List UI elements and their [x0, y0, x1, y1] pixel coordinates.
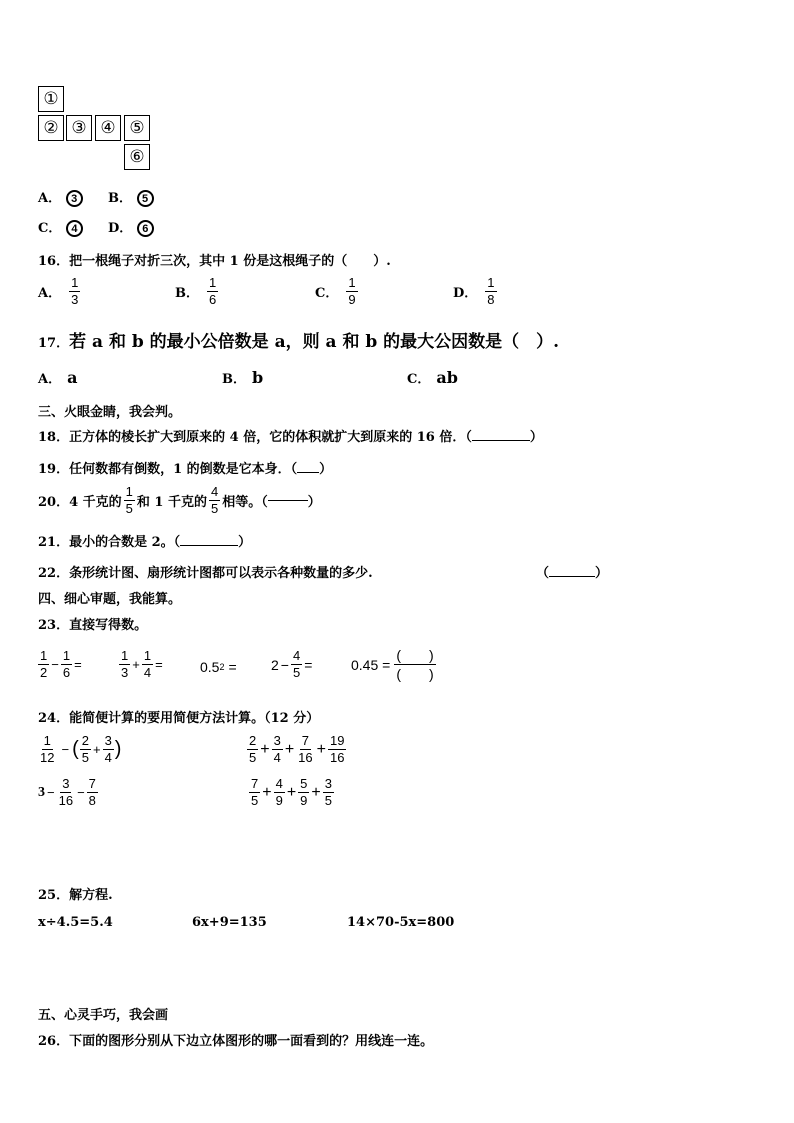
fraction: $\frac{1}{2}$ [40, 648, 48, 680]
answer-fraction-blank[interactable]: $\frac{( )}{( )}$ [396, 647, 434, 682]
net-cell-2: ② [38, 115, 64, 141]
q16-option-b[interactable] [175, 275, 218, 308]
question-text: 能简便计算的要用简便方法计算。（12 分） [69, 711, 320, 726]
question-text: 正方体的棱长扩大到原来的 4 倍，它的体积就扩大到原来的 16 倍．（ [69, 430, 472, 445]
fraction: $\frac{3}{5}$ [324, 776, 332, 808]
fraction: $\frac{3}{4}$ [104, 733, 112, 765]
whole-number: 3 [38, 784, 45, 800]
fraction-1: $\frac{1}{5}$ [125, 484, 133, 516]
left-paren: ( [72, 738, 79, 760]
option-value: 6 [137, 220, 154, 237]
net-cell-1: ① [38, 86, 64, 112]
close-paren: ） [595, 566, 609, 581]
option-letter: D． [453, 286, 478, 301]
q25-equation-3: 14×70-5x=800 [347, 915, 455, 930]
option-fraction: $\frac{1}{8}$ [487, 275, 495, 307]
fraction: $\frac{3}{4}$ [273, 733, 281, 765]
question-number: 21． [38, 535, 70, 550]
option-value: b [252, 368, 264, 387]
answer-blank[interactable] [268, 500, 308, 501]
option-letter: C． [315, 286, 339, 301]
question-text: 任何数都有倒数，1 的倒数是它本身．（ [69, 462, 298, 477]
q25-stem [38, 884, 113, 903]
operator: − [77, 785, 85, 800]
whole-number: 2 [271, 656, 279, 673]
option-value: 5 [137, 190, 154, 207]
question-number: 23． [38, 618, 70, 633]
close-paren: ） [307, 495, 321, 510]
fraction: $\frac{2}{5}$ [249, 733, 257, 765]
fraction: $\frac{2}{5}$ [81, 733, 89, 765]
question-number: 16． [38, 254, 70, 269]
equals-sign: = [155, 657, 163, 672]
equals-sign: = [74, 657, 82, 672]
right-paren: ) [114, 738, 122, 760]
question-number: 19． [38, 462, 70, 477]
q21 [38, 531, 251, 550]
operator: + [132, 657, 140, 672]
operator: + [92, 742, 101, 757]
operator: + [262, 783, 272, 801]
option-letter: C． [38, 221, 62, 236]
option-letter: B． [222, 372, 246, 387]
fraction: $\frac{1}{12}$ [40, 733, 55, 765]
question-text: 条形统计图、扇形统计图都可以表示各种数量的多少. [69, 566, 373, 581]
q18 [38, 426, 543, 445]
fraction: $\frac{5}{9}$ [300, 776, 308, 808]
q16-option-a[interactable] [38, 275, 80, 308]
question-text: 最小的合数是 2。（ [69, 535, 181, 550]
question-number: 20． [38, 495, 70, 510]
q20 [38, 484, 321, 517]
fraction: $\frac{7}{16}$ [298, 733, 313, 765]
net-cell-4: ④ [95, 115, 121, 141]
q25-equation-2: 6x+9=135 [192, 915, 267, 930]
fraction: $\frac{7}{8}$ [88, 776, 96, 808]
q23-expr-5 [351, 646, 436, 683]
option-letter: A． [38, 372, 62, 387]
exponent: 2 [219, 662, 225, 672]
q22-answer [536, 562, 608, 581]
q15-option-d[interactable] [108, 217, 154, 237]
option-letter: A． [38, 286, 62, 301]
q23-stem [38, 614, 147, 633]
question-text: 下面的图形分别从下边立体图形的哪一面看到的？用线连一连。 [69, 1034, 434, 1049]
fraction: $\frac{4}{9}$ [275, 776, 283, 808]
open-paren: （ [536, 566, 550, 581]
answer-blank[interactable] [549, 576, 595, 577]
q23-expr-4 [271, 648, 314, 681]
fraction: $\frac{1}{3}$ [121, 648, 129, 680]
fraction: $\frac{1}{4}$ [143, 648, 152, 680]
operator: + [260, 740, 270, 758]
net-cell-3: ③ [66, 115, 92, 141]
fraction: $\frac{19}{16}$ [329, 733, 345, 765]
option-fraction: $\frac{1}{6}$ [209, 275, 217, 307]
option-value: a [67, 368, 78, 387]
q15-option-a[interactable] [38, 187, 83, 207]
fraction-2: $\frac{4}{5}$ [211, 484, 219, 516]
q16-stem [38, 250, 391, 269]
option-fraction: $\frac{1}{3}$ [71, 275, 79, 307]
option-letter: B． [108, 191, 132, 206]
q23-expr-3 [200, 659, 239, 675]
q25-equation-1: x÷4.5=5.4 [38, 915, 113, 930]
base: 0.5 [200, 659, 220, 675]
question-text-a: 4 千克的 [69, 495, 122, 510]
question-number: 24． [38, 711, 70, 726]
question-number: 18． [38, 430, 70, 445]
q24-expr-4 [249, 776, 334, 809]
question-text: 若 a 和 b 的最小公倍数是 a，则 a 和 b 的最大公因数是（ ）. [69, 332, 560, 352]
q22 [38, 562, 373, 581]
q23-expr-1 [38, 648, 84, 681]
q19 [38, 458, 332, 477]
operator: + [311, 783, 321, 801]
operator: + [316, 740, 326, 758]
question-text-b: 和 1 千克的 [136, 495, 208, 510]
option-letter: C． [407, 372, 431, 387]
option-letter: D． [108, 221, 133, 236]
operator: − [47, 785, 55, 800]
question-number: 25． [38, 888, 70, 903]
operator: − [61, 742, 70, 757]
q16-option-d[interactable] [453, 275, 497, 308]
question-text: 直接写得数。 [69, 618, 148, 633]
close-paren: ） [529, 430, 543, 445]
question-text-c: 相等。（ [222, 495, 268, 510]
q17-stem [38, 327, 559, 352]
fraction: $\frac{1}{6}$ [62, 648, 71, 680]
answer-blank[interactable] [472, 440, 530, 441]
question-number: 26． [38, 1034, 70, 1049]
option-value: 4 [66, 220, 83, 237]
operator: + [284, 740, 295, 758]
q24-stem [38, 707, 319, 726]
section-5-heading: 五、心灵手巧，我会画 [38, 1008, 169, 1023]
option-fraction: $\frac{1}{9}$ [348, 275, 356, 307]
answer-blank[interactable] [297, 472, 319, 473]
fraction: $\frac{7}{5}$ [251, 776, 259, 808]
q24-expr-2 [247, 733, 346, 766]
option-letter: A． [38, 191, 62, 206]
q16-option-c[interactable] [315, 275, 358, 308]
option-letter: B． [175, 286, 199, 301]
close-paren: ） [319, 462, 333, 477]
question-number: 22． [38, 566, 70, 581]
question-number: 17． [38, 336, 70, 351]
q15-option-b[interactable] [108, 187, 154, 207]
fraction: $\frac{4}{5}$ [292, 648, 301, 680]
section-3-heading: 三、火眼金睛，我会判。 [38, 405, 182, 420]
q23-expr-2 [119, 648, 165, 681]
q17-option-a[interactable] [38, 368, 77, 387]
q26 [38, 1030, 433, 1049]
question-text: 把一根绳子对折三次，其中 1 份是这根绳子的（ ）. [69, 254, 391, 269]
equals-sign: = [228, 659, 237, 675]
equals-sign: = [304, 656, 313, 673]
option-value: 3 [66, 190, 83, 207]
operator: − [280, 656, 289, 673]
question-text: 解方程. [69, 888, 113, 903]
section-4-heading: 四、细心审题，我能算。 [38, 592, 182, 607]
q17-option-b[interactable] [222, 368, 263, 387]
net-cell-5: ⑤ [124, 115, 150, 141]
option-value: ab [436, 368, 458, 387]
q24-expr-3 [38, 776, 98, 809]
q17-option-c[interactable] [407, 368, 458, 387]
q15-option-c[interactable] [38, 217, 83, 237]
q24-expr-1 [38, 733, 122, 766]
close-paren: ） [238, 535, 252, 550]
operator: + [286, 783, 297, 801]
answer-blank[interactable] [180, 545, 238, 546]
net-cell-6: ⑥ [124, 144, 150, 170]
fraction: $\frac{3}{16}$ [58, 776, 74, 808]
operator: − [51, 657, 59, 672]
left-side: 0.45 = [351, 656, 391, 673]
